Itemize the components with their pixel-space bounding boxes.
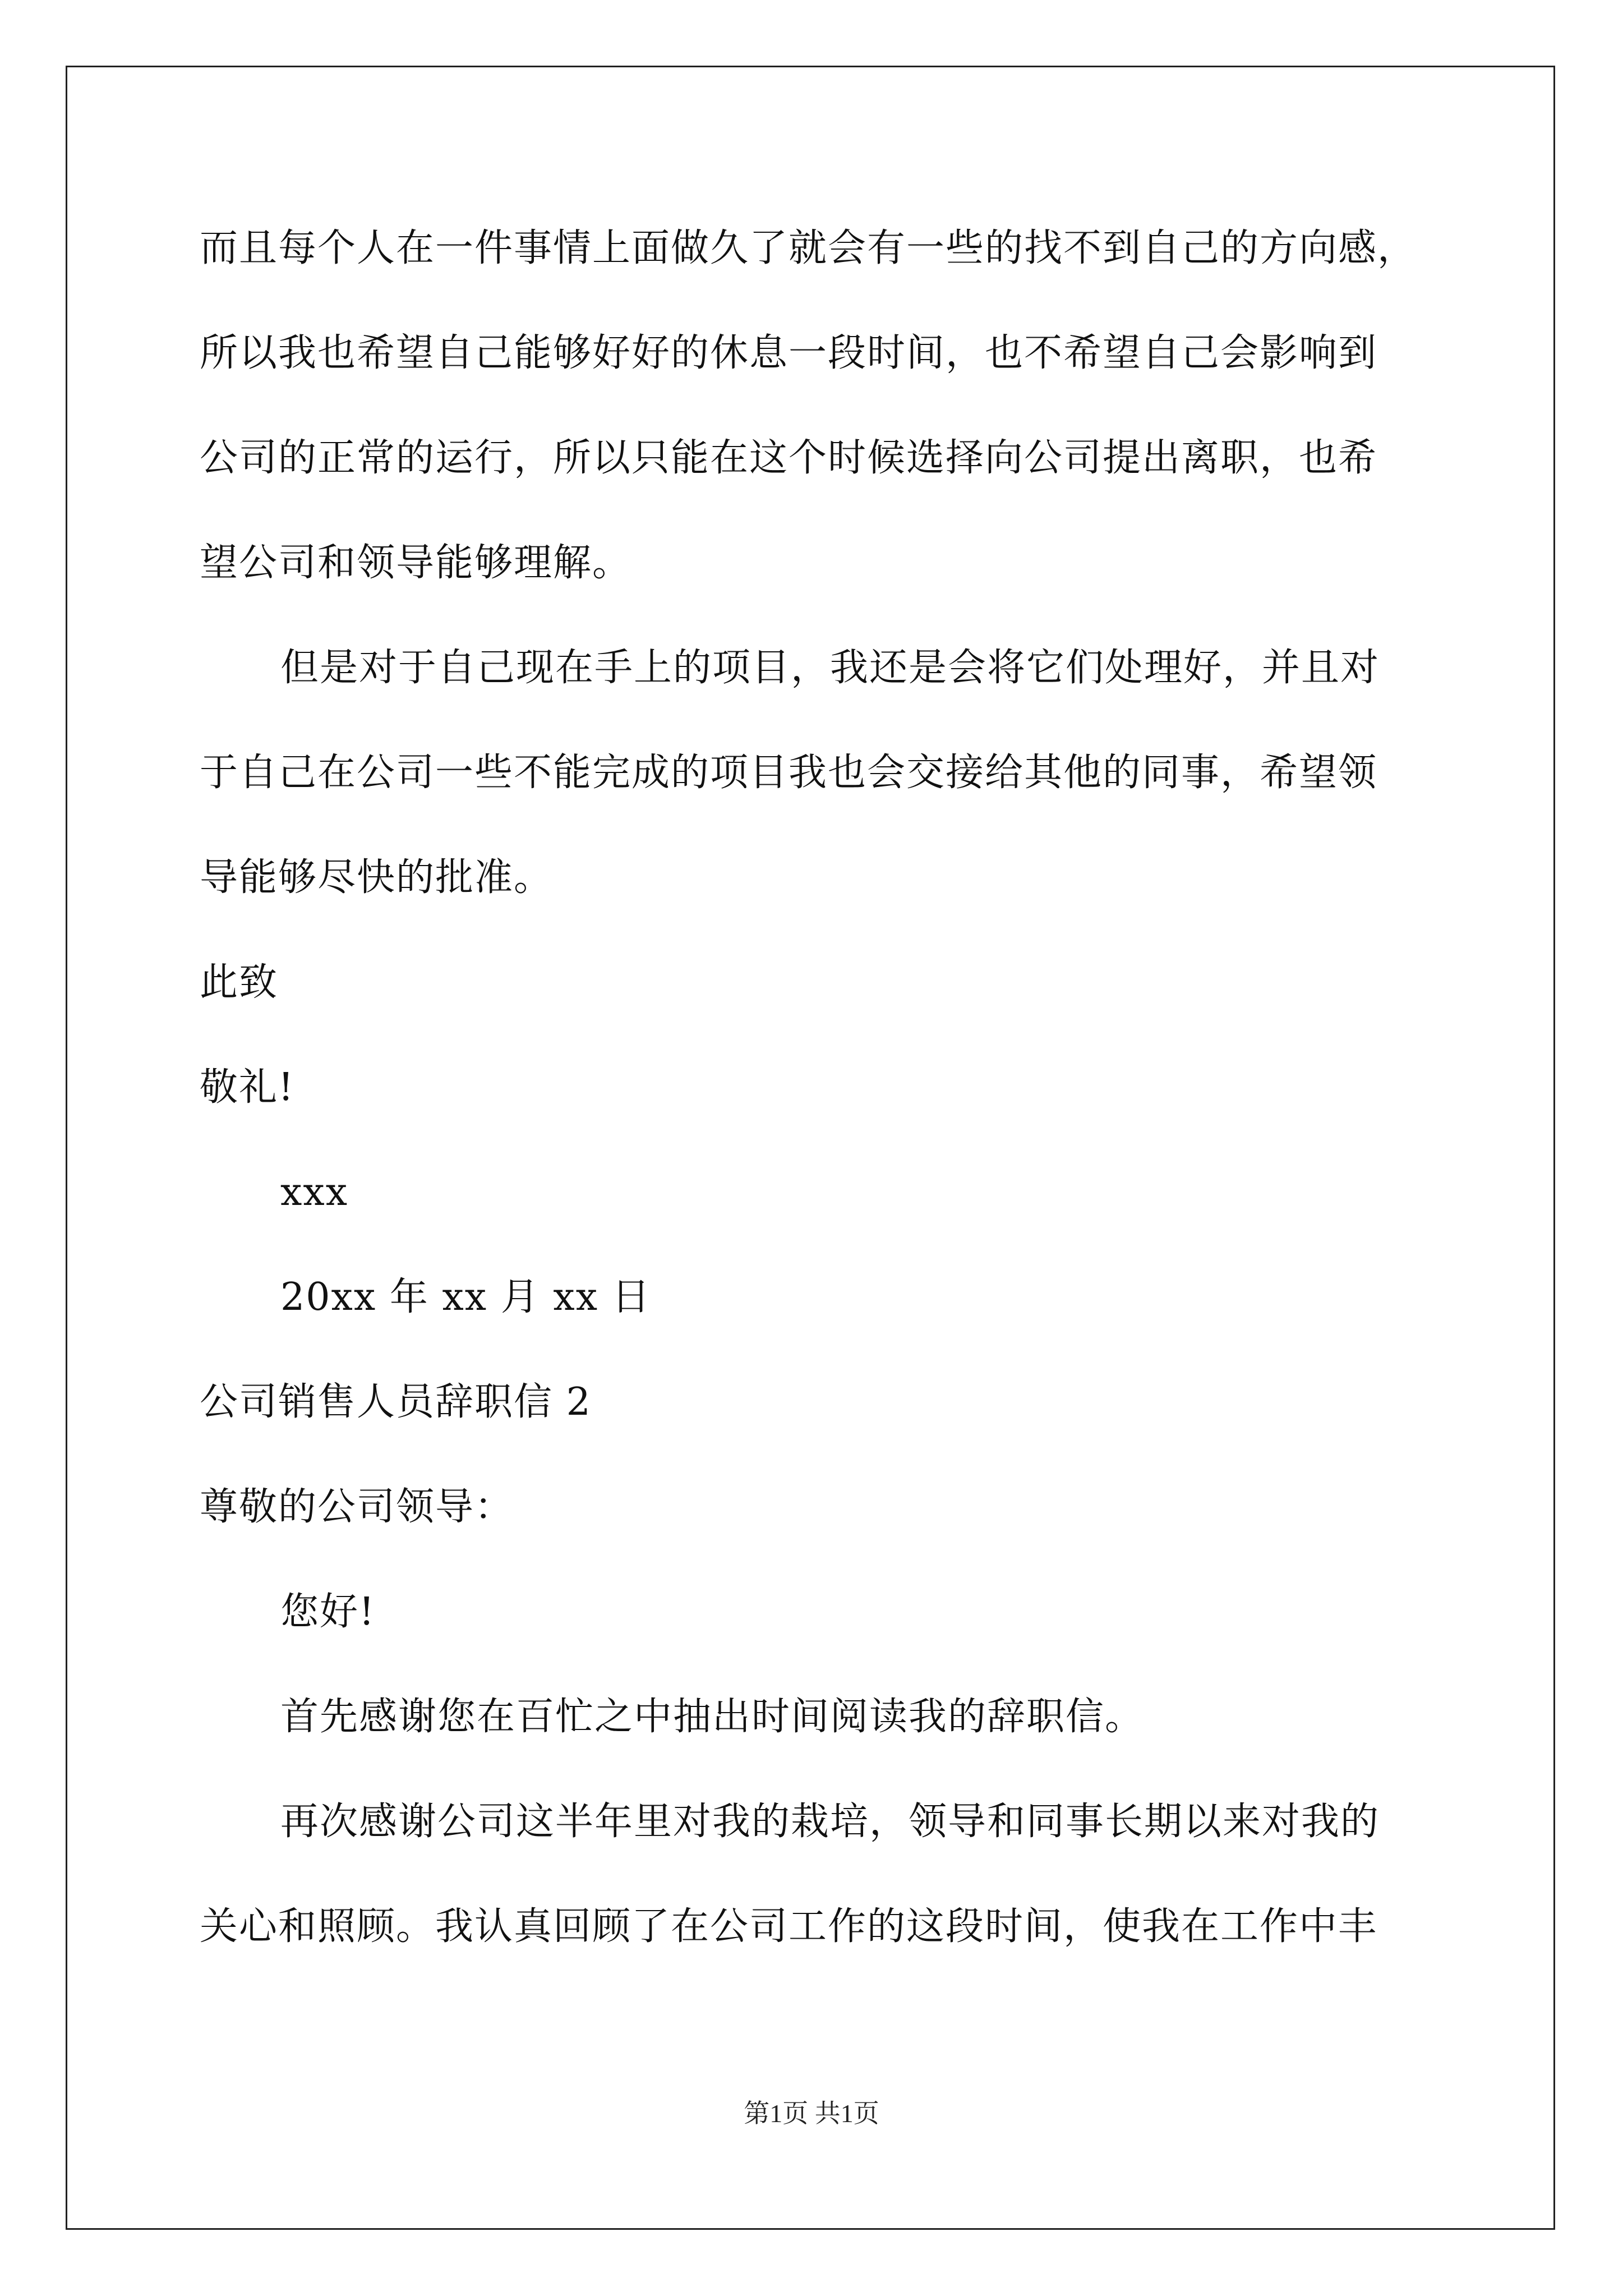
- paragraph-line: 但是对于自己现在手上的项目，我还是会将它们处理好，并且对: [280, 646, 1380, 690]
- paragraph-line: 公司的正常的运行，所以只能在这个时候选择向公司提出离职，也希: [200, 436, 1378, 480]
- page-number-footer: 第1页 共1页: [744, 2099, 879, 2128]
- paragraph-line: 再次感谢公司这半年里对我的栽培，领导和同事长期以来对我的: [280, 1800, 1380, 1844]
- greeting-line: 您好!: [280, 1590, 376, 1634]
- paragraph-line: 导能够尽快的批准。: [200, 855, 554, 900]
- closing-line: 此致: [200, 960, 279, 1005]
- addressee-line: 尊敬的公司领导：: [200, 1485, 514, 1529]
- paragraph-line: 而且每个人在一件事情上面做久了就会有一些的找不到自己的方向感，: [200, 226, 1417, 270]
- signature-line: xxx: [280, 1170, 349, 1214]
- salute-line: 敬礼!: [200, 1065, 295, 1110]
- paragraph-line: 首先感谢您在百忙之中抽出时间阅读我的辞职信。: [280, 1695, 1145, 1739]
- paragraph-line: 望公司和领导能够理解。: [200, 541, 632, 585]
- paragraph-line: 于自己在公司一些不能完成的项目我也会交接给其他的同事，希望领: [200, 751, 1378, 795]
- paragraph-line: 关心和照顾。我认真回顾了在公司工作的这段时间，使我在工作中丰: [200, 1904, 1378, 1949]
- section-title: 公司销售人员辞职信 2: [200, 1380, 592, 1424]
- paragraph-line: 所以我也希望自己能够好好的休息一段时间，也不希望自己会影响到: [200, 331, 1378, 375]
- date-line: 20xx 年 xx 月 xx 日: [280, 1275, 651, 1319]
